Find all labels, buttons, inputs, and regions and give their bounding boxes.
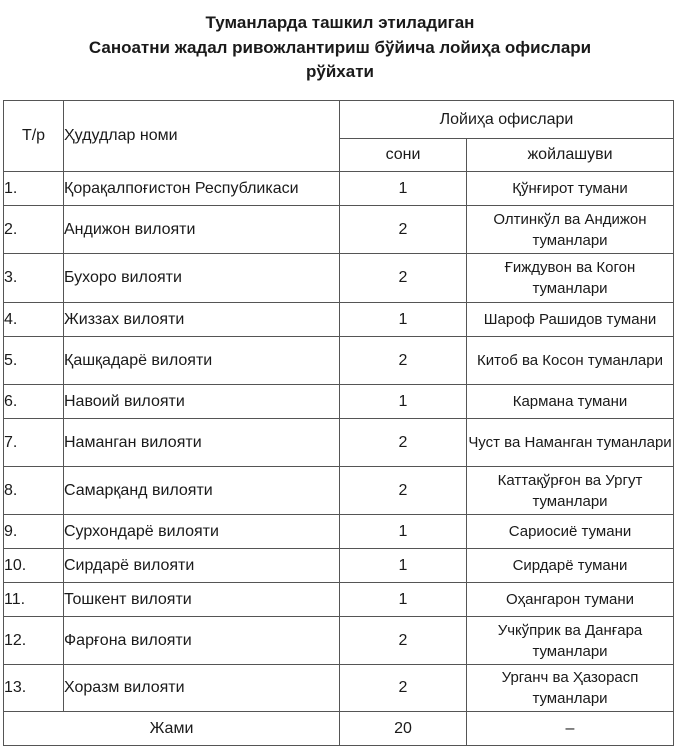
total-label: Жами: [4, 712, 340, 746]
row-office-count: 2: [340, 337, 467, 385]
row-region: Тошкент вилояти: [64, 583, 340, 617]
row-region: Андижон вилояти: [64, 206, 340, 254]
header-region: Ҳудудлар номи: [64, 101, 340, 172]
row-office-location: Қўнғирот тумани: [467, 172, 674, 206]
table-row: [4, 665, 674, 712]
table-row: [4, 515, 674, 549]
row-number: 12.: [4, 617, 64, 665]
table-row: [4, 337, 674, 385]
header-count: сони: [340, 139, 467, 172]
table-row: [4, 419, 674, 467]
row-number: 4.: [4, 303, 64, 337]
row-region: Самарқанд вилояти: [64, 467, 340, 515]
row-office-count: 2: [340, 206, 467, 254]
row-region: Навоий вилояти: [64, 385, 340, 419]
header-offices: Лойиҳа офислари: [340, 101, 674, 139]
row-office-count: 2: [340, 467, 467, 515]
row-office-location: Оҳангарон тумани: [467, 583, 674, 617]
table-row: [4, 206, 674, 254]
document-title-line-1: Туманларда ташкил этиладиган: [205, 13, 475, 32]
row-office-count: 2: [340, 665, 467, 712]
table-row: [4, 617, 674, 665]
table-row: [4, 385, 674, 419]
row-number: 9.: [4, 515, 64, 549]
row-region: Сурхондарё вилояти: [64, 515, 340, 549]
row-office-location: Учкўприк ва Данғара туманлари: [467, 617, 674, 665]
row-office-location: Кармана тумани: [467, 385, 674, 419]
total-count: 20: [340, 712, 467, 746]
row-region: Фарғона вилояти: [64, 617, 340, 665]
row-number: 5.: [4, 337, 64, 385]
row-number: 11.: [4, 583, 64, 617]
row-office-count: 2: [340, 617, 467, 665]
row-office-location: Каттақўрғон ва Ургут туманлари: [467, 467, 674, 515]
row-region: Жиззах вилояти: [64, 303, 340, 337]
table-row: [4, 583, 674, 617]
header-number: Т/р: [4, 101, 64, 172]
row-number: 10.: [4, 549, 64, 583]
table-header: [4, 101, 674, 172]
row-office-location: Урганч ва Ҳазорасп туманлари: [467, 665, 674, 712]
row-region: Бухоро вилояти: [64, 254, 340, 303]
row-office-location: Шароф Рашидов тумани: [467, 303, 674, 337]
total-location: –: [467, 712, 674, 746]
row-region: Хоразм вилояти: [64, 665, 340, 712]
row-office-count: 2: [340, 419, 467, 467]
row-office-count: 1: [340, 172, 467, 206]
table-body: [4, 172, 674, 712]
row-number: 6.: [4, 385, 64, 419]
row-region: Наманган вилояти: [64, 419, 340, 467]
row-office-count: 1: [340, 385, 467, 419]
row-office-count: 2: [340, 254, 467, 303]
row-number: 2.: [4, 206, 64, 254]
table-row: [4, 254, 674, 303]
row-office-count: 1: [340, 583, 467, 617]
row-office-count: 1: [340, 515, 467, 549]
table-row: [4, 303, 674, 337]
document-title-line-3: рўйхати: [306, 62, 374, 81]
row-number: 1.: [4, 172, 64, 206]
row-region: Сирдарё вилояти: [64, 549, 340, 583]
row-number: 8.: [4, 467, 64, 515]
total-row: [4, 712, 674, 746]
document-title-line-2: Саноатни жадал ривожлантириш бўйича лойиҳа офислари: [88, 38, 592, 57]
row-office-location: Сирдарё тумани: [467, 549, 674, 583]
row-number: 13.: [4, 665, 64, 712]
row-number: 7.: [4, 419, 64, 467]
row-office-count: 1: [340, 303, 467, 337]
row-region: Қашқадарё вилояти: [64, 337, 340, 385]
table-row: [4, 172, 674, 206]
table-footer: [4, 712, 674, 746]
row-office-location: Китоб ва Косон туманлари: [467, 337, 674, 385]
row-number: 3.: [4, 254, 64, 303]
row-office-count: 1: [340, 549, 467, 583]
row-office-location: Ғиждувон ва Когон туманлари: [467, 254, 674, 303]
project-offices-table: [3, 100, 674, 746]
table-row: [4, 467, 674, 515]
row-office-location: Сариосиё тумани: [467, 515, 674, 549]
header-location: жойлашуви: [467, 139, 674, 172]
row-region: Қорақалпоғистон Республикаси: [64, 172, 340, 206]
table-row: [4, 549, 674, 583]
row-office-location: Олтинкўл ва Андижон туманлари: [467, 206, 674, 254]
row-office-location: Чуст ва Наманган туманлари: [467, 419, 674, 467]
